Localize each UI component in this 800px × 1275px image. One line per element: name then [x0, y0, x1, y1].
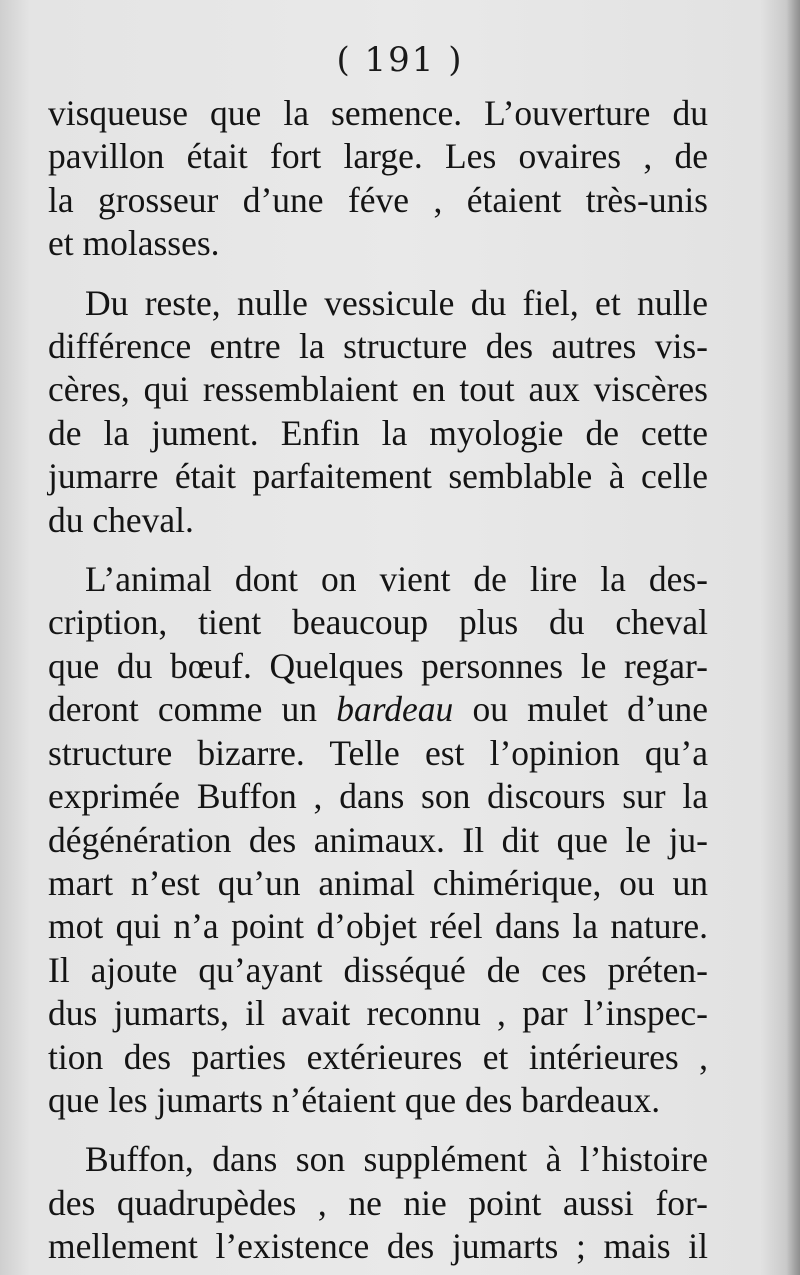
text-line: et molasses.: [48, 223, 220, 264]
text-line: dégénération des animaux. Il dit que le ju-: [48, 819, 708, 860]
text-line: que du bœuf. Quelques personnes le regar-: [48, 645, 708, 686]
text-line: mellement l’existence des jumarts ; mais il: [48, 1226, 708, 1267]
text-line: différence entre la structure des autres vis-: [48, 326, 708, 367]
italic-word: bardeau: [336, 689, 454, 730]
paragraph-1: [48, 92, 708, 266]
text-line: cères, qui ressemblaient en tout aux viscères: [48, 369, 708, 410]
text-line: mart n’est qu’un animal chimérique, ou un: [48, 862, 708, 903]
text-line: cription, tient beaucoup plus du cheval: [48, 602, 708, 643]
page-number: ( 191 ): [336, 40, 464, 80]
text-line: exprimée Buffon , dans son discours sur la: [48, 776, 708, 817]
text-line: Du reste, nulle vessicule du fiel, et nulle: [85, 282, 708, 323]
text-line: jumarre était parfaitement semblable à celle: [48, 456, 708, 497]
paragraph-3: [48, 558, 708, 1122]
text-line: du cheval.: [48, 499, 194, 540]
text-line: dus jumarts, il avait reconnu , par l’inspec-: [48, 993, 708, 1034]
text-line: structure bizarre. Telle est l’opinion qu’a: [48, 732, 708, 773]
text-segment: ou mulet d’une: [453, 689, 708, 730]
text-line: mot qui n’a point d’objet réel dans la nature.: [48, 906, 708, 947]
body-text: [48, 92, 708, 1275]
text-line: que les jumarts n’étaient que des bardeaux.: [48, 1079, 661, 1120]
text-line: des quadrupèdes , ne nie point aussi for-: [48, 1182, 708, 1223]
text-segment: deront comme un: [48, 689, 337, 730]
text-line: visqueuse que la semence. L’ouverture du: [48, 93, 708, 133]
text-line: Buffon, dans son supplément à l’histoire: [85, 1139, 708, 1180]
text-line: pavillon était fort large. Les ovaires , de: [48, 136, 708, 177]
page-edge-shadow: [786, 0, 800, 1275]
text-line: Il ajoute qu’ayant disséqué de ces préten-: [48, 949, 708, 990]
paragraph-2: [48, 282, 708, 542]
paragraph-4: [48, 1138, 708, 1268]
text-line: L’animal dont on vient de lire la des-: [85, 559, 708, 600]
text-line: de la jument. Enfin la myologie de cette: [48, 412, 708, 453]
text-line-with-italic: [48, 688, 708, 731]
text-line: tion des parties extérieures et intérieures ,: [48, 1036, 708, 1077]
text-line: la grosseur d’une féve , étaient très-unis: [48, 179, 708, 220]
